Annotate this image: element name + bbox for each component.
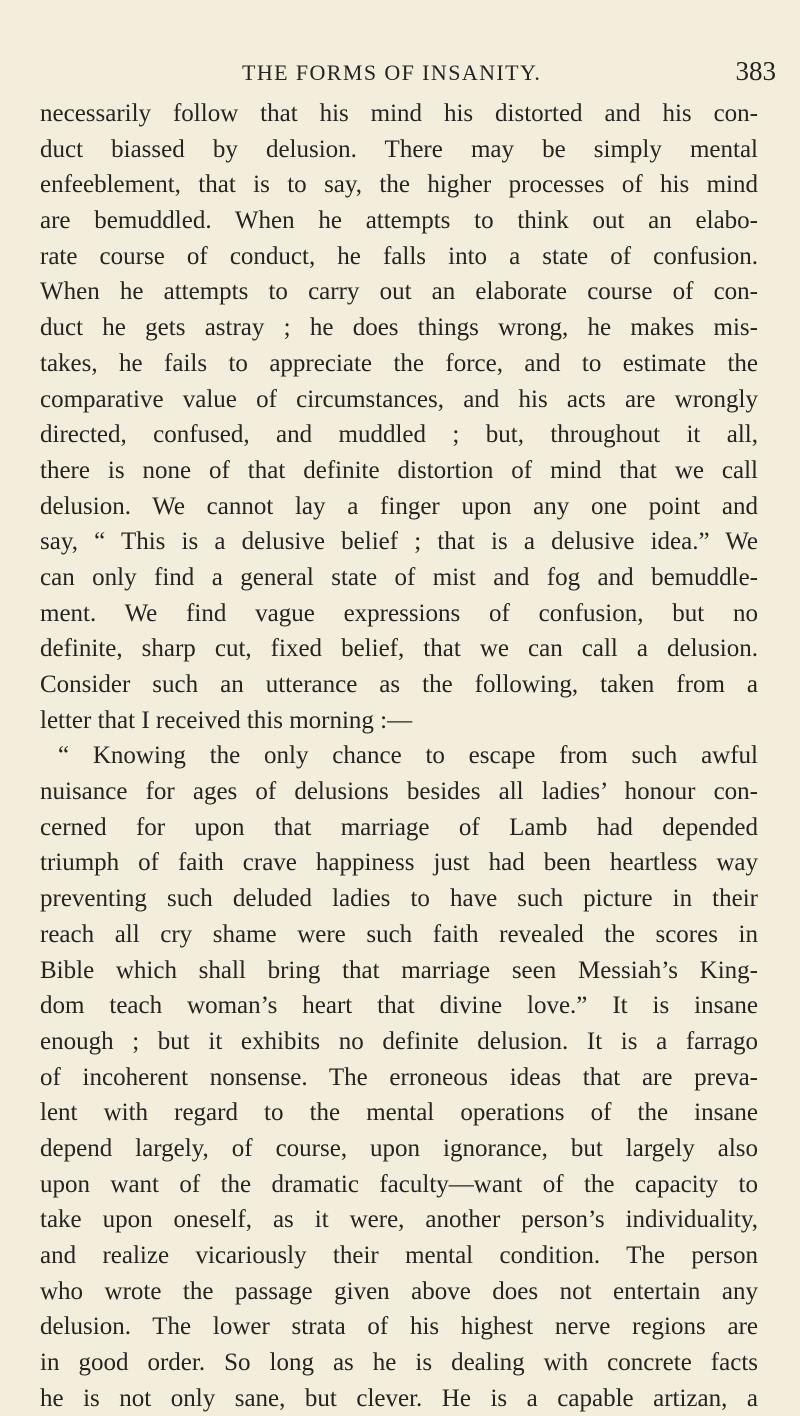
text-line: definite, sharp cut, fixed belief, that we can call a delusion. [40,635,758,663]
quotation-line: Bible which shall bring that marriage seen Messiah’s King- [40,956,758,984]
quotation-line: preventing such deluded ladies to have such picture in their [40,885,758,913]
text-line: who wrote the passage given above does not entertain any [40,1277,758,1305]
text-line: he is not only sane, but clever. He is a capable artizan, a [40,1384,758,1412]
quotation-line: triumph of faith crave happiness just had been heartless way [40,849,758,877]
body-text [40,96,758,1416]
running-head [40,56,790,96]
text-line: enough ; but it exhibits no definite delusion. It is a farrago [40,1027,758,1055]
text-line: rate course of conduct, he falls into a state of confusion. [40,242,758,270]
text-line: necessarily follow that his mind his distorted and his con- [40,100,758,127]
text-line: upon want of the dramatic faculty—want of the capacity to [40,1170,758,1198]
text-line: When he attempts to carry out an elaborate course of con- [40,278,758,306]
text-line: dom teach woman’s heart that divine love.” It is insane [40,992,758,1020]
text-line: duct he gets astray ; he does things wrong, he makes mis- [40,314,758,342]
text-line: of incoherent nonsense. The erroneous ideas that are preva- [40,1063,758,1091]
quotation-line: “ Knowing the only chance to escape from such awful [58,742,758,770]
text-line: takes, he fails to appreciate the force, and to estimate the [40,349,758,377]
quotation-line: reach all cry shame were such faith revealed the scores in [40,920,758,948]
text-line: directed, confused, and muddled ; but, throughout it all, [40,421,758,449]
page-number: 383 [735,56,776,86]
text-line: are bemuddled. When he attempts to think out an elabo- [40,207,758,235]
text-line: duct biassed by delusion. There may be simply mental [40,135,758,163]
text-line: Consider such an utterance as the following, taken from a [40,671,758,698]
text-line: lent with regard to the mental operations of the insane [40,1099,758,1127]
text-line: comparative value of circumstances, and his acts are wrongly [40,385,758,413]
text-line: there is none of that definite distortion of mind that we call [40,456,758,484]
text-line: enfeeblement, that is to say, the higher processes of his mind [40,171,758,199]
text-line: and realize vicariously their mental condition. The person [40,1242,758,1269]
text-line: can only find a general state of mist and fog and bemuddle- [40,563,758,591]
text-line: letter that I received this morning :— [40,706,413,734]
text-line: delusion. The lower strata of his highest nerve regions are [40,1313,758,1341]
running-title: THE FORMS OF INSANITY. [242,60,542,85]
text-line: say, “ This is a delusive belief ; that is a delusive idea.” We [40,528,758,556]
text-line: take upon oneself, as it were, another person’s individuality, [40,1206,758,1234]
text-line: ment. We find vague expressions of confusion, but no [40,599,758,627]
text-line: depend largely, of course, upon ignorance, but largely also [40,1134,758,1162]
text-line: in good order. So long as he is dealing with concrete facts [40,1349,758,1377]
quotation-line: nuisance for ages of delusions besides all ladies’ honour con- [40,778,758,806]
quotation-line: cerned for upon that marriage of Lamb had depended [40,813,758,841]
text-line: delusion. We cannot lay a finger upon any one point and [40,492,758,520]
